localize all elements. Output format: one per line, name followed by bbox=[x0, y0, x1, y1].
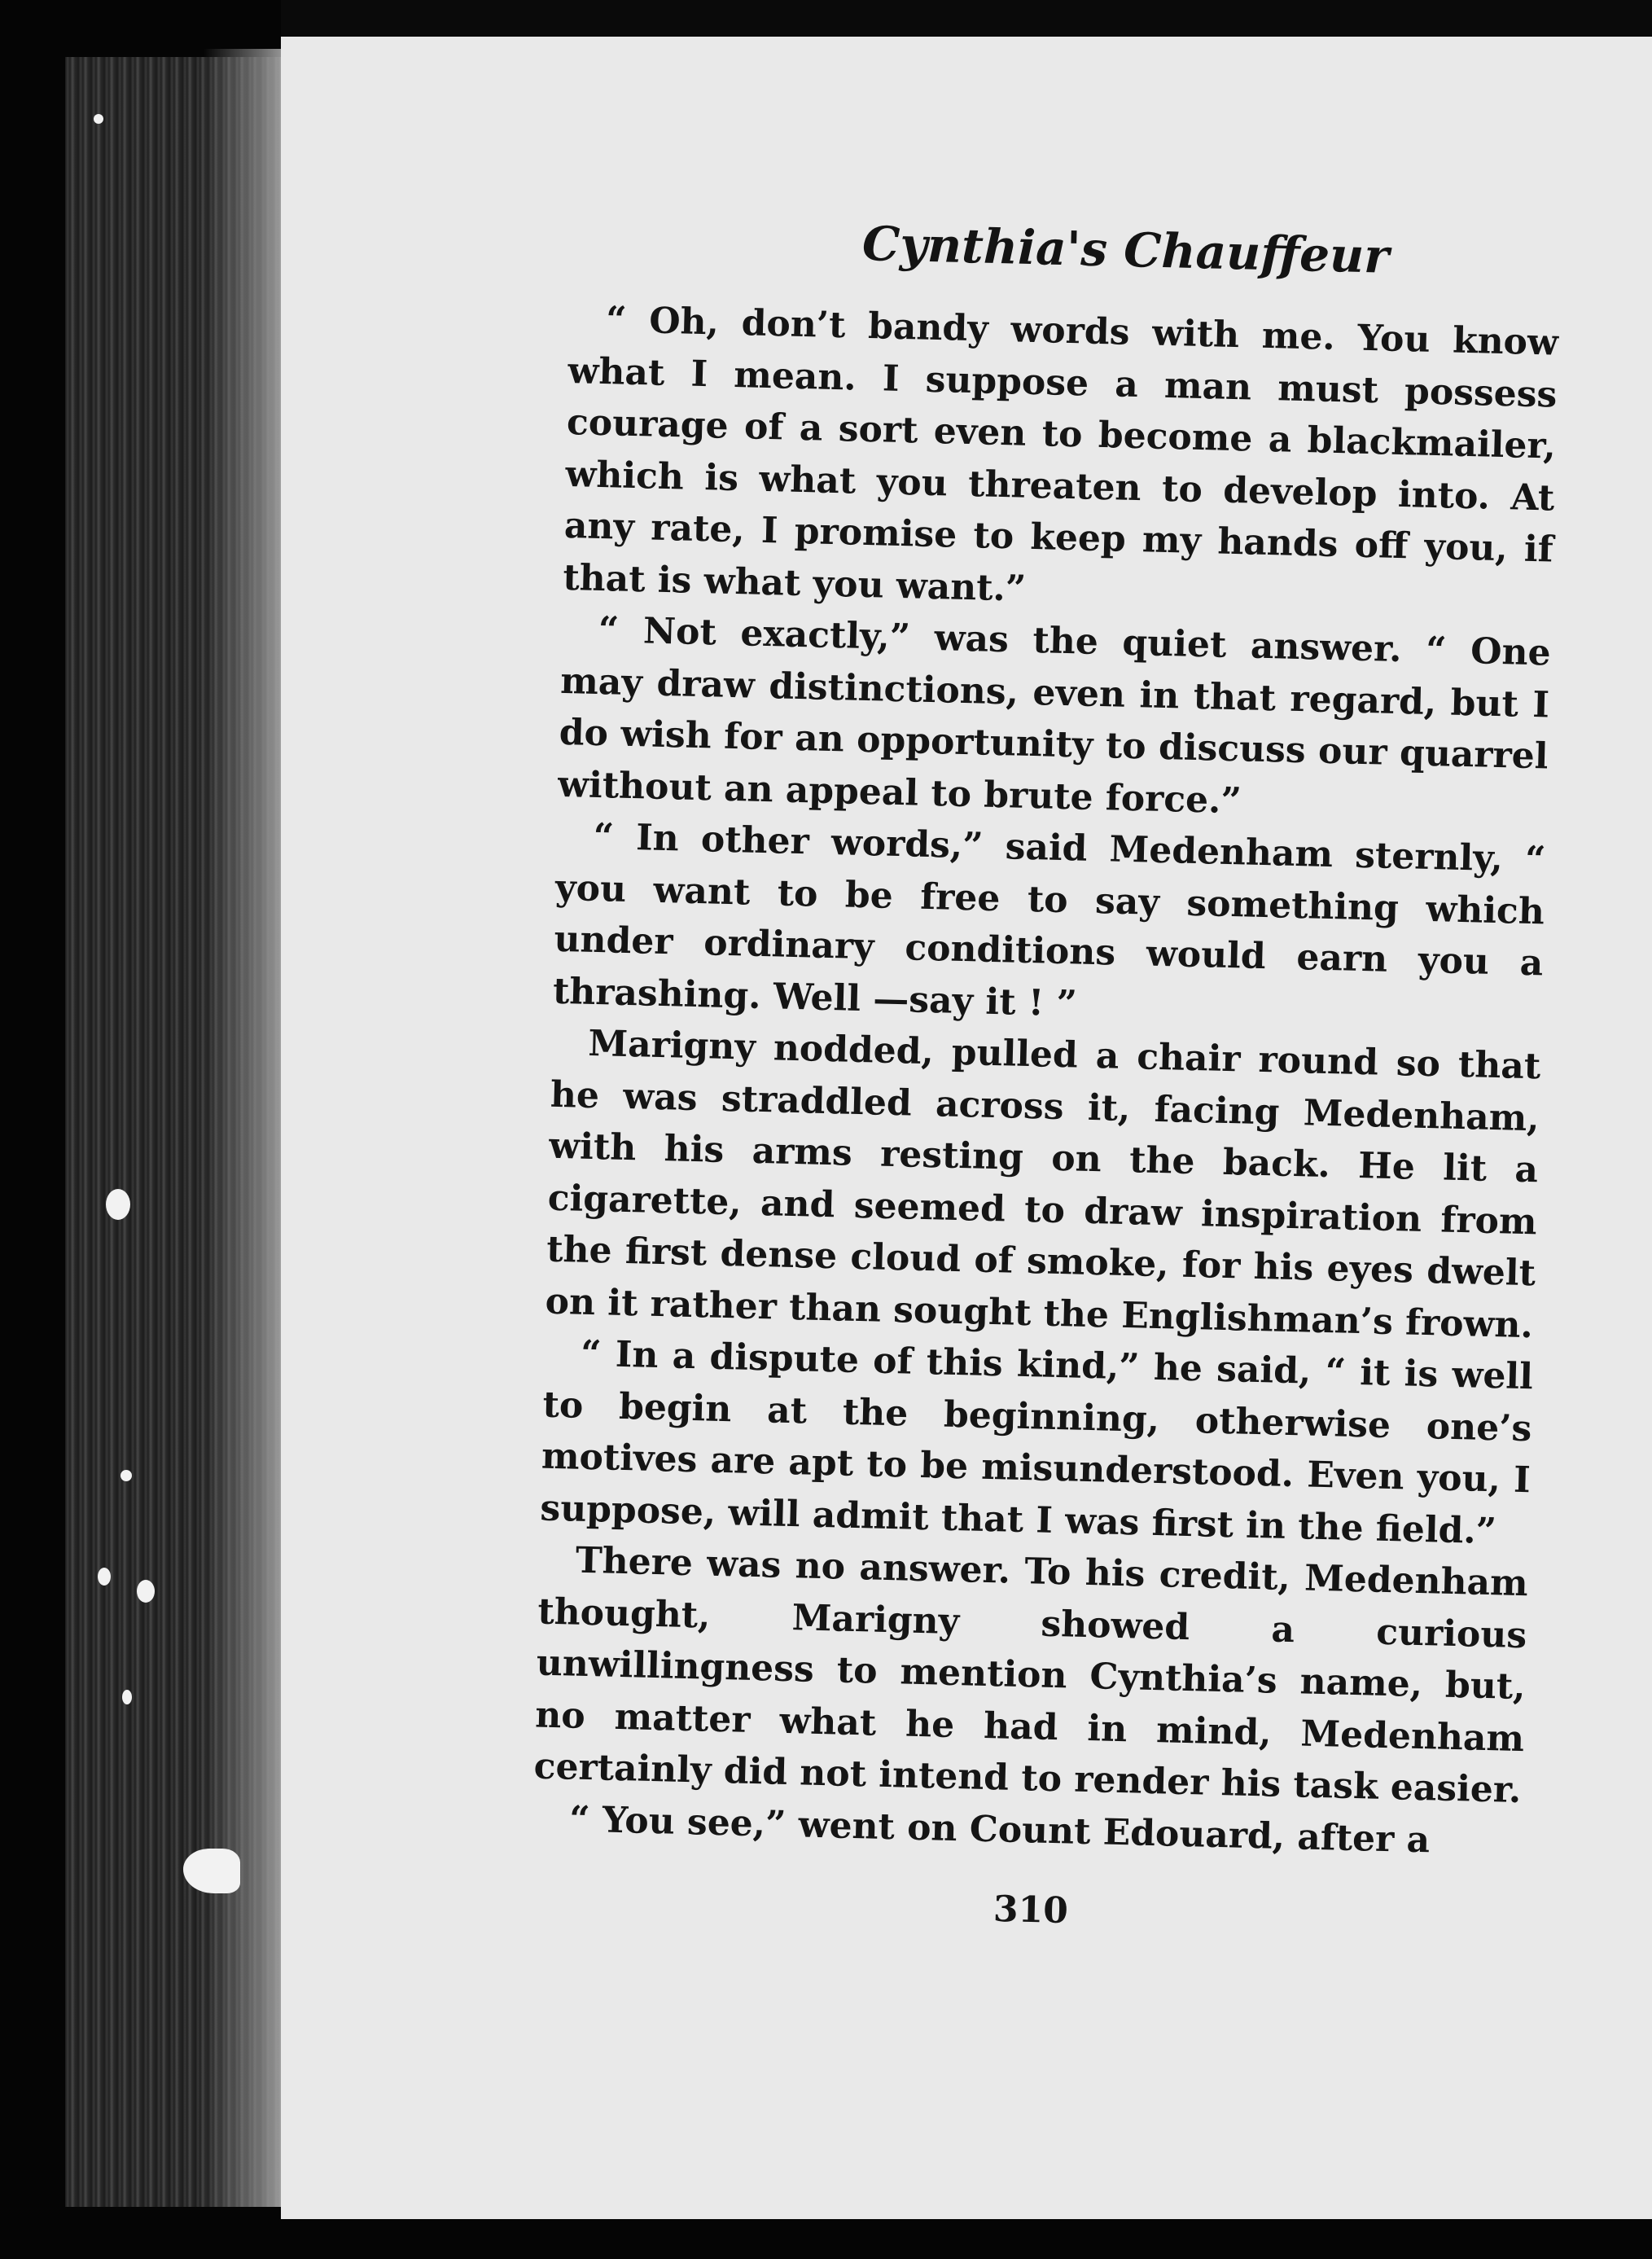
paper-fleck bbox=[122, 1690, 132, 1704]
paragraph: “ In other words,” said Medenham sternly, “ you want to be free to say something which under ordinary conditions would earn you a thrashing. Well —say it ! ” bbox=[552, 815, 1546, 1024]
paragraph: “ In a dispute of this kind,” he said, “ it is well to begin at the beginning, otherwise one’s motives are apt to be misunderstood. Even you, I suppose, will admit that I was first in the field.” bbox=[539, 1332, 1534, 1552]
paper-fleck bbox=[98, 1568, 111, 1586]
paragraph: There was no answer. To his credit, Medenham thought, Marigny showed a curious unwillingness to mention Cynthia’s name, but, no matter what he had in mind, Medenham certainly did not intend to render his task easier. bbox=[533, 1539, 1529, 1812]
paragraph: “ Oh, don’t bandy words with me. You know what I mean. I suppose a man must possess courage of a sort even to become a blackmailer, which is what you threaten to develop into. At any rate, I promise to keep my hands off you, if that is what you want.” bbox=[562, 299, 1559, 610]
paper-fleck bbox=[121, 1470, 132, 1481]
paper-fleck bbox=[106, 1189, 130, 1220]
page-number: 310 bbox=[993, 1888, 1069, 1932]
running-head: Cynthia's Chauffeur bbox=[861, 216, 1390, 284]
paper-fleck bbox=[137, 1580, 155, 1603]
paragraph: “ You see,” went on Count Edouard, after a bbox=[568, 1798, 1431, 1861]
top-shadow bbox=[281, 0, 1652, 37]
paper-fleck bbox=[94, 114, 103, 124]
paragraph: Marigny nodded, pulled a chair round so that he was straddled across it, facing Medenham, with his arms resting on the back. He lit a cigarette, and seemed to draw inspiration from the first dense cloud of smoke, for his eyes dwelt on it rather than sought the Englishman’s frown. bbox=[545, 1022, 1541, 1346]
body-text bbox=[532, 293, 1558, 1868]
paragraph: “ Not exactly,” was the quiet answer. “ One may draw distinctions, even in that regard, but I do wish for an opportunity to discuss our quarrel without an appeal to brute force.” bbox=[557, 608, 1552, 822]
